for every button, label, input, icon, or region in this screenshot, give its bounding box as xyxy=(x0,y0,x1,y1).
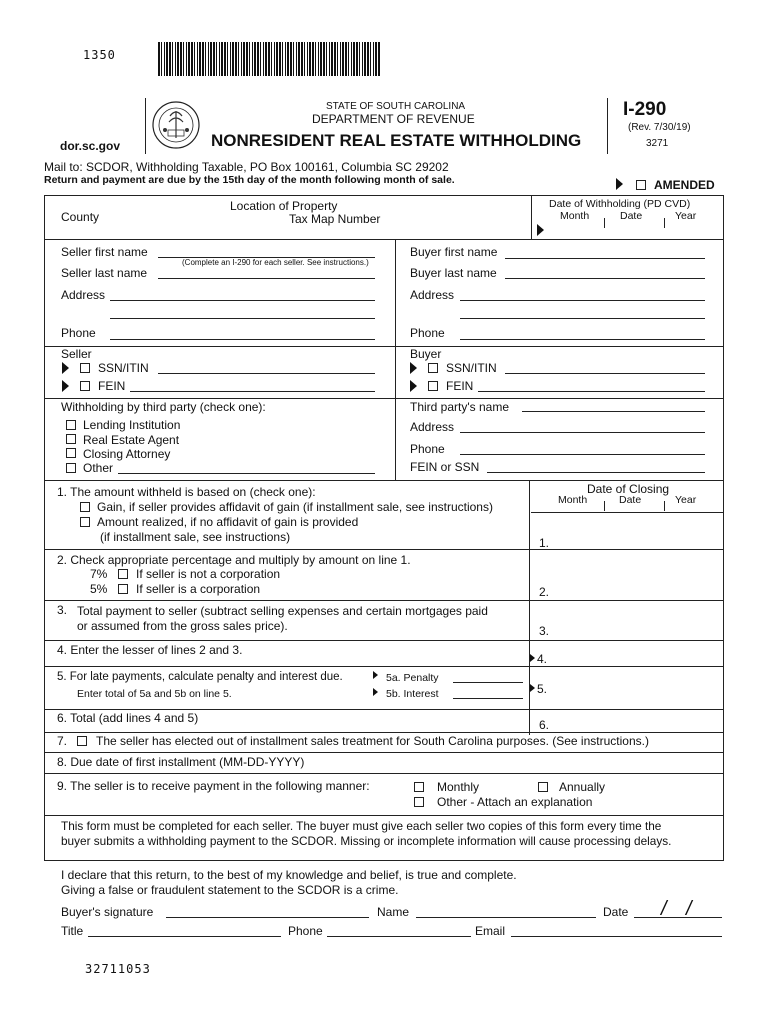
closing-year-label: Year xyxy=(675,494,697,506)
seller-ssn-label: SSN/ITIN xyxy=(98,361,149,375)
third-party-address-field[interactable] xyxy=(460,432,705,433)
other-checkbox[interactable] xyxy=(66,463,76,473)
line-7-num: 7. xyxy=(57,734,68,748)
annually-label: Annually xyxy=(559,780,606,794)
buyer-fein-label: FEIN xyxy=(446,379,474,393)
line-2a-pct: 7% xyxy=(90,567,108,581)
mail-to: Mail to: SCDOR, Withholding Taxable, PO Box 100161, Columbia SC 29202 xyxy=(44,160,449,174)
date-separator-2: / xyxy=(686,898,692,920)
amended-checkbox[interactable] xyxy=(636,180,646,190)
closing-heading: Date of Closing xyxy=(587,482,670,496)
wh-tick-2 xyxy=(664,218,665,228)
arrow-icon xyxy=(373,688,378,696)
property-bottom xyxy=(44,239,723,240)
seller-phone-label: Phone xyxy=(61,326,96,340)
title-field[interactable] xyxy=(88,936,281,937)
line-3-num: 3. xyxy=(57,603,68,617)
seller-fein-field[interactable] xyxy=(130,391,375,392)
lending-institution-checkbox[interactable] xyxy=(66,420,76,430)
buyer-ssn-field[interactable] xyxy=(505,373,705,374)
date-withholding-label: Date of Withholding (PD CVD) xyxy=(549,198,691,210)
amount-column-divider xyxy=(529,480,530,735)
seller-address-field[interactable] xyxy=(110,300,375,301)
form-code-top: 1350 xyxy=(83,48,116,62)
arrow-icon xyxy=(62,380,69,392)
seller-ssn-field[interactable] xyxy=(158,373,375,374)
line-2a-label: If seller is not a corporation xyxy=(136,567,281,581)
declaration-line-1: I declare that this return, to the best of my knowledge and belief, is true and complete. xyxy=(61,868,517,882)
website: dor.sc.gov xyxy=(60,139,121,153)
third-party-fein-label: FEIN or SSN xyxy=(410,460,480,474)
line-5-label: 5. For late payments, calculate penalty and interest due. xyxy=(57,671,343,683)
county-label: County xyxy=(61,210,100,224)
other-payment-checkbox[interactable] xyxy=(414,797,424,807)
line-1-label: 1. The amount withheld is based on (check one): xyxy=(57,485,316,499)
frame-right xyxy=(723,195,724,861)
frame-top xyxy=(44,195,723,196)
wh-date-label: Date xyxy=(620,210,643,222)
date-label: Date xyxy=(603,905,629,919)
date-separator-1: / xyxy=(661,898,667,920)
third-party-fein-field[interactable] xyxy=(487,472,705,473)
line-1b-label: Amount realized, if no affidavit of gain is provided xyxy=(97,515,359,529)
name-field[interactable] xyxy=(416,917,596,918)
buyer-last-name-label: Buyer last name xyxy=(410,266,497,280)
line-6-box[interactable]: 6. xyxy=(539,718,550,732)
buyer-phone-field[interactable] xyxy=(460,339,705,340)
name-label: Name xyxy=(377,905,410,919)
line-1c-label: (if installment sale, see instructions) xyxy=(100,530,291,544)
line-1-box[interactable]: 1. xyxy=(539,536,550,550)
third-party-heading: Withholding by third party (check one): xyxy=(61,400,266,414)
notice-line-2: buyer submits a withholding payment to the SCDOR. Missing or incomplete information will cause processing delays. xyxy=(61,834,672,848)
line-4-box[interactable]: 4. xyxy=(537,652,548,666)
installment-election-checkbox[interactable] xyxy=(77,736,87,746)
monthly-label: Monthly xyxy=(437,780,480,794)
row-sep-2 xyxy=(44,600,723,601)
wh-month-label: Month xyxy=(560,210,590,222)
arrow-icon xyxy=(537,224,544,236)
closing-month-label: Month xyxy=(558,494,588,506)
state-name: STATE OF SOUTH CAROLINA xyxy=(326,101,466,112)
property-divider xyxy=(531,195,532,239)
row-sep-6 xyxy=(44,732,723,733)
wh-year-label: Year xyxy=(675,210,697,222)
buyer-signature-label: Buyer's signature xyxy=(61,905,154,919)
third-party-name-label: Third party's name xyxy=(410,400,509,414)
seller-phone-field[interactable] xyxy=(110,339,375,340)
seller-address-label: Address xyxy=(61,288,106,302)
wh-tick-1 xyxy=(604,218,605,228)
buyer-ssn-label: SSN/ITIN xyxy=(446,361,497,375)
third-party-name-field[interactable] xyxy=(522,411,705,412)
email-field[interactable] xyxy=(511,936,722,937)
line-7-label: The seller has elected out of installment sales treatment for South Carolina purposes. (See instructions.) xyxy=(96,734,649,748)
tax-map-label: Tax Map Number xyxy=(289,212,381,226)
real-estate-agent-label: Real Estate Agent xyxy=(83,433,180,447)
buyer-heading: Buyer xyxy=(410,347,442,361)
form-id: I-290 xyxy=(623,99,667,120)
annually-checkbox[interactable] xyxy=(538,782,548,792)
line-2b-pct: 5% xyxy=(90,582,108,596)
amount-realized-checkbox[interactable] xyxy=(80,517,90,527)
buyer-ssn-checkbox[interactable] xyxy=(428,363,438,373)
buyer-address-field[interactable] xyxy=(460,300,705,301)
line-2-label: 2. Check appropriate percentage and multiply by amount on line 1. xyxy=(57,553,411,567)
closing-tick-1 xyxy=(604,501,605,511)
seller-fein-label: FEIN xyxy=(98,379,126,393)
arrow-icon xyxy=(530,654,535,662)
frame-left xyxy=(44,195,45,815)
seller-ssn-checkbox[interactable] xyxy=(80,363,90,373)
arrow-icon xyxy=(373,671,378,679)
closing-tick-2 xyxy=(664,501,665,511)
other-label: Other xyxy=(83,461,114,475)
buyer-last-name-field[interactable] xyxy=(505,278,705,279)
email-label: Email xyxy=(475,924,506,938)
revision-date: (Rev. 7/30/19) xyxy=(628,122,691,133)
line-3a-label: Total payment to seller (subtract selling expenses and certain mortgages paid xyxy=(77,604,488,618)
form-title: NONRESIDENT REAL ESTATE WITHHOLDING xyxy=(211,131,582,150)
gain-checkbox[interactable] xyxy=(80,502,90,512)
other-field[interactable] xyxy=(118,473,375,474)
row-sep-3 xyxy=(44,640,723,641)
department-name: DEPARTMENT OF REVENUE xyxy=(312,112,475,126)
penalty-field[interactable] xyxy=(453,682,523,683)
line-5-enter: Enter total of 5a and 5b on line 5. xyxy=(77,688,232,700)
header-divider-left xyxy=(145,98,146,154)
notice-left xyxy=(44,815,45,860)
row-sep-7 xyxy=(44,752,723,753)
line-8-label: 8. Due date of first installment (MM-DD-YYYY) xyxy=(57,755,305,769)
line-5a-label: 5a. Penalty xyxy=(386,672,439,684)
row-sep-4 xyxy=(44,666,723,667)
line-1a-label: Gain, if seller provides affidavit of gain (if installment sale, see instructions) xyxy=(97,500,493,514)
arrow-icon xyxy=(410,362,417,374)
buyer-phone-label: Phone xyxy=(410,326,445,340)
seller-first-name-label: Seller first name xyxy=(61,245,148,259)
phone-field[interactable] xyxy=(327,936,471,937)
arrow-icon xyxy=(616,178,623,190)
closing-attorney-checkbox[interactable] xyxy=(66,448,76,458)
other-payment-label: Other - Attach an explanation xyxy=(437,795,593,809)
third-party-top xyxy=(44,398,723,399)
seller-last-name-field[interactable] xyxy=(158,278,375,279)
line-9-label: 9. The seller is to receive payment in the following manner: xyxy=(57,779,370,793)
line-2b-label: If seller is a corporation xyxy=(136,582,261,596)
buyer-fein-field[interactable] xyxy=(478,391,705,392)
form-code-bottom: 32711053 xyxy=(85,962,151,976)
buyer-fein-checkbox[interactable] xyxy=(428,381,438,391)
ssn-block-top xyxy=(44,346,723,347)
buyer-signature-field[interactable] xyxy=(166,917,369,918)
seller-fein-checkbox[interactable] xyxy=(80,381,90,391)
due-note: Return and payment are due by the 15th day of the month following month of sale. xyxy=(44,174,455,186)
closing-attorney-label: Closing Attorney xyxy=(83,447,171,461)
location-label: Location of Property xyxy=(230,199,338,213)
buyer-address-label: Address xyxy=(410,288,455,302)
third-party-phone-field[interactable] xyxy=(460,454,705,455)
line-5b-label: 5b. Interest xyxy=(386,688,439,700)
third-party-address-label: Address xyxy=(410,420,455,434)
lending-institution-label: Lending Institution xyxy=(83,418,181,432)
state-seal-icon xyxy=(151,100,201,150)
notice-line-1: This form must be completed for each seller. The buyer must give each seller two copies of this form every time the xyxy=(61,819,662,833)
third-party-phone-label: Phone xyxy=(410,442,445,456)
line-6-label: 6. Total (add lines 4 and 5) xyxy=(57,711,199,725)
notice-bottom xyxy=(44,860,723,861)
seller-last-name-label: Seller last name xyxy=(61,266,148,280)
row-sep-9 xyxy=(44,815,723,816)
seller-buyer-divider xyxy=(395,239,396,480)
declaration-line-2: Giving a false or fraudulent statement to the SCDOR is a crime. xyxy=(61,883,399,897)
lines-top xyxy=(44,480,723,481)
barcode xyxy=(158,42,380,76)
buyer-first-name-label: Buyer first name xyxy=(410,245,498,259)
seller-note: (Complete an I-290 for each seller. See instructions.) xyxy=(182,258,369,267)
row-sep-8 xyxy=(44,773,723,774)
real-estate-agent-checkbox[interactable] xyxy=(66,434,76,444)
seller-heading: Seller xyxy=(61,347,92,361)
line-4-label: 4. Enter the lesser of lines 2 and 3. xyxy=(57,643,243,657)
line-5-box[interactable]: 5. xyxy=(537,682,548,696)
amended-label: AMENDED xyxy=(654,178,715,192)
form-number: 3271 xyxy=(646,138,669,149)
title-label: Title xyxy=(61,924,84,938)
header-divider-right xyxy=(607,98,608,154)
arrow-icon xyxy=(62,362,69,374)
closing-date-label: Date xyxy=(619,494,642,506)
line-3b-label: or assumed from the gross sales price). xyxy=(77,619,288,633)
phone-label: Phone xyxy=(288,924,323,938)
arrow-icon xyxy=(410,380,417,392)
line-2-box[interactable]: 2. xyxy=(539,585,550,599)
monthly-checkbox[interactable] xyxy=(414,782,424,792)
interest-field[interactable] xyxy=(453,698,523,699)
arrow-icon xyxy=(530,684,535,692)
five-percent-checkbox[interactable] xyxy=(118,584,128,594)
row-sep-5 xyxy=(44,709,723,710)
date-field[interactable] xyxy=(634,917,722,918)
seven-percent-checkbox[interactable] xyxy=(118,569,128,579)
buyer-first-name-field[interactable] xyxy=(505,258,705,259)
seller-address-field-2[interactable] xyxy=(110,318,375,319)
row-sep-1 xyxy=(44,549,723,550)
closing-bottom xyxy=(531,512,723,513)
buyer-address-field-2[interactable] xyxy=(460,318,705,319)
line-3-box[interactable]: 3. xyxy=(539,624,550,638)
